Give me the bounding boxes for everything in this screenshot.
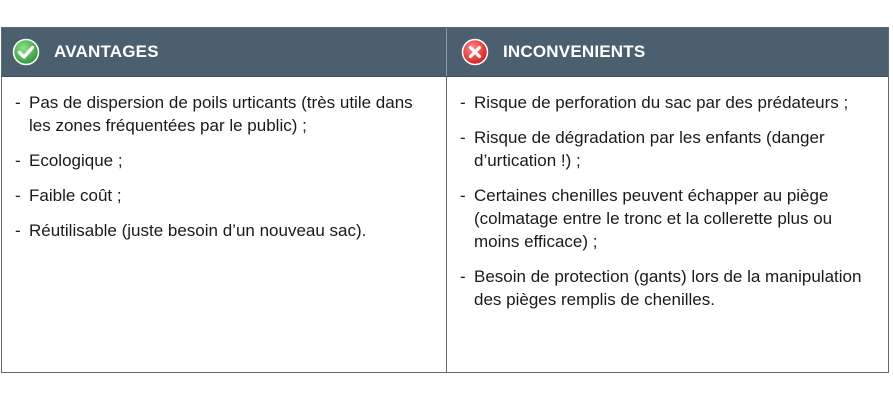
disadvantages-header	[447, 28, 888, 76]
advantages-header	[2, 28, 447, 76]
table-header	[2, 28, 888, 77]
check-icon	[12, 38, 40, 66]
table-body	[2, 77, 888, 372]
cross-icon	[461, 38, 489, 66]
list-item: - Faible coût ;	[15, 184, 438, 207]
disadvantages-title: INCONVENIENTS	[503, 42, 646, 61]
advantages-list	[15, 91, 438, 242]
advantages-title: AVANTAGES	[54, 42, 159, 61]
list-item: - Ecologique ;	[15, 149, 438, 172]
list-item: - Certaines chenilles peuvent échapper au piège (colmatage entre le tronc et la collerette plus ou moins efficace) ;	[460, 184, 880, 253]
list-item: - Risque de dégradation par les enfants (danger d’urtication !) ;	[460, 126, 880, 172]
list-item: - Risque de perforation du sac par des prédateurs ;	[460, 91, 880, 114]
list-item: - Réutilisable (juste besoin d’un nouveau sac).	[15, 219, 438, 242]
comparison-table	[1, 27, 889, 373]
list-item: - Pas de dispersion de poils urticants (très utile dans les zones fréquentées par le public) ;	[15, 91, 438, 137]
disadvantages-list	[460, 91, 880, 311]
disadvantages-column	[447, 77, 888, 372]
list-item: - Besoin de protection (gants) lors de la manipulation des pièges remplis de chenilles.	[460, 265, 880, 311]
advantages-column	[2, 77, 447, 372]
